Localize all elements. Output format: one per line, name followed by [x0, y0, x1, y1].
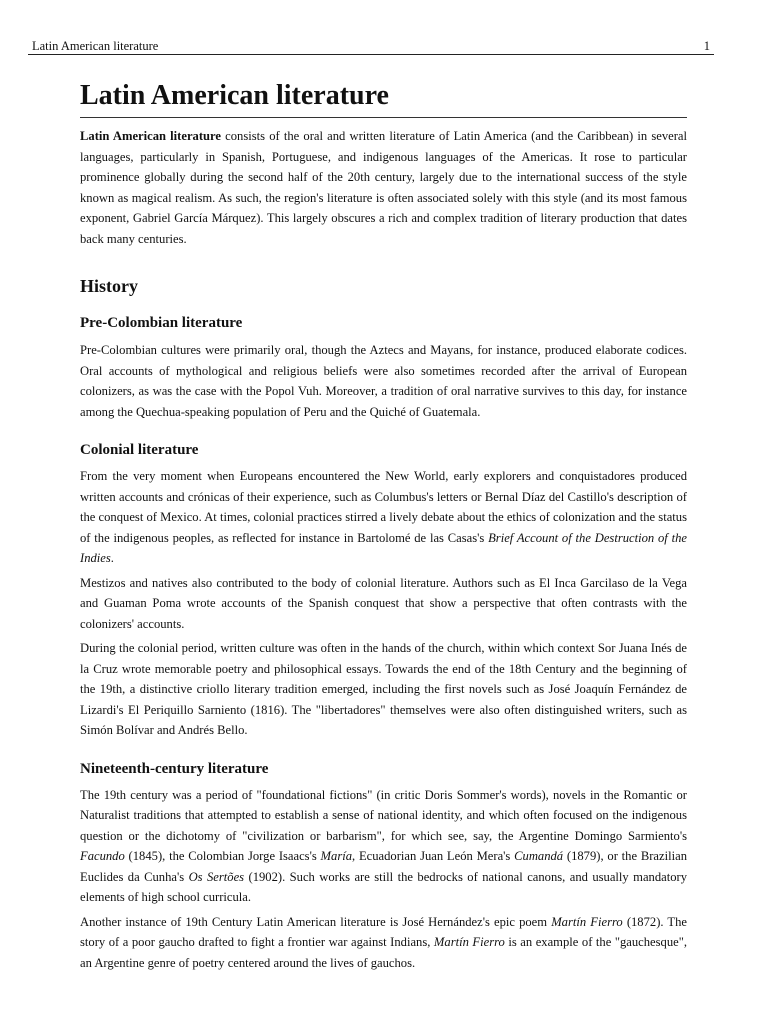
nineteenth-p2-c: is an example of the "gauchesque", an Argentine genre of poetry centered around the lives of gauchos. [80, 935, 687, 970]
running-title: Latin American literature [32, 39, 159, 53]
colonial-p1-end: . [110, 551, 114, 565]
nineteenth-p2-b: (1872). The story of a poor gaucho drafted to fight a frontier war against Indians, [80, 914, 688, 949]
section-heading-history: History [80, 276, 138, 296]
running-header [28, 38, 714, 55]
nineteenth-p1-facundo: Facundo [80, 849, 125, 863]
colonial-paragraph-1 [80, 466, 687, 569]
intro-bold-lead: Latin American literature [80, 129, 221, 143]
nineteenth-p1-cumanda: Cumandá [514, 849, 564, 863]
page-number: 1 [703, 39, 710, 53]
intro-text: consists of the oral and written literature of Latin America (and the Caribbean) in several languages, particularly in Spanish, Portuguese, and indigenous languages of the Americas. It rose to particular prominence globally during the second half of the 20th century, largely due to the international success of the style known as magical realism. As such, the region's literature is often associated solely with this style (and its most famous exponent, Gabriel García Márquez). This largely obscures a rich and complex tradition of literary production that dates back many centuries. [80, 129, 687, 246]
nineteenth-p1-maria: María [320, 849, 353, 863]
colonial-paragraph-2: Mestizos and natives also contributed to the body of colonial literature. Authors such as El Inca Garcilaso de la Vega and Guaman Poma wrote accounts of the Spanish conquest that show a perspective that often contrasts with the colonizers' accounts. [80, 575, 687, 631]
nineteenth-p2-a: Another instance of 19th Century Latin American literature is José Hernández's epic poem [80, 914, 552, 929]
nineteenth-p1-a: The 19th century was a period of "foundational fictions" (in critic Doris Sommer's words), novels in the Romantic or Naturalist traditions that attempted to establish a sense of national identity, and which often focused on the indigenous question or the dichotomy of "civilization or barbarism", for which see, say, the Argentine Domingo Sarmiento's [80, 787, 687, 843]
subsection-heading-colonial: Colonial literature [80, 442, 199, 458]
nineteenth-paragraph-2 [80, 912, 687, 974]
nineteenth-paragraph-1 [80, 785, 687, 908]
colonial-p1-text: From the very moment when Europeans encountered the New World, early explorers and conquistadores produced written accounts and crónicas of their experience, such as Columbus's letters or Bernal Díaz del Castillo's description of the conquest of Mexico. At times, colonial practices stirred a lively debate about the ethics of colonization and the status of the indigenous peoples, as reflected for instance in Bartolomé de las Casas's [80, 469, 687, 545]
nineteenth-p2-fierro-2: Martín Fierro [433, 935, 505, 949]
precolombian-paragraph: Pre-Colombian cultures were primarily oral, though the Aztecs and Mayans, for instance, produced elaborate codices. Oral accounts of mythological and religious beliefs were also sometimes recorded after the arrival of European colonizers, as was the case with the Popol Vuh. Moreover, a tradition of oral narrative survives to this day, for instance among the Quechua-speaking population of Peru and the Quiché of Guatemala. [80, 343, 687, 419]
nineteenth-p1-b: (1845), the Colombian Jorge Isaacs's [124, 849, 321, 863]
page-title: Latin American literature [80, 79, 687, 118]
nineteenth-p1-e: (1902). Such works are still the bedrocks of national canons, and usually mandatory elements of high school curricula. [80, 869, 687, 904]
nineteenth-p1-sertoes: Os Sertões [188, 869, 245, 884]
subsection-heading-nineteenth: Nineteenth-century literature [80, 760, 269, 777]
colonial-paragraph-3: During the colonial period, written culture was often in the hands of the church, within which context Sor Juana Inés de la Cruz wrote memorable poetry and philosophical essays. Towards the end of the 18th Century and the beginning of the 19th, a distinctive criollo literary tradition emerged, including the first novels such as José Joaquín Fernández de Lizardi's El Periquillo Sarniento (1816). The "libertadores" themselves were also often distinguished writers, such as Simón Bolívar and Andrés Bello. [80, 641, 687, 737]
subsection-heading-precolombian: Pre-Colombian literature [80, 315, 243, 331]
intro-paragraph [80, 126, 687, 249]
colonial-p1-italic-title: Brief Account of the Destruction of the Indies [80, 530, 687, 565]
nineteenth-p1-c: , Ecuadorian Juan León Mera's [352, 849, 515, 863]
article-body [80, 79, 687, 973]
nineteenth-p2-fierro-1: Martín Fierro [551, 914, 623, 929]
nineteenth-p1-d: (1879), or the Brazilian Euclides da Cunha's [80, 849, 687, 884]
